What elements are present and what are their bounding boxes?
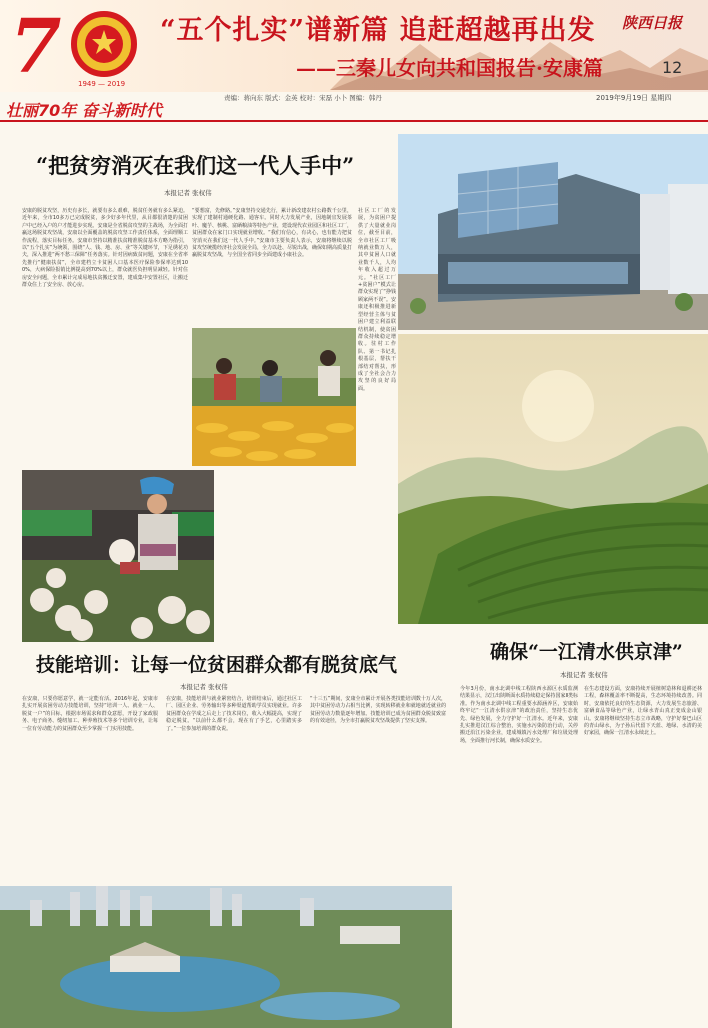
article1-column-1: 安康的脱贫攻坚，历史有多长，就要有多么艰难，脱贫任务就有多么紧迫。近年来，全市10多万已完成脱贫，多少好多年代里，从目都很清楚的贫困户中已经入户的户才能进步实现。安康是全省脱贫攻坚的主战场，为全面打赢这场脱贫攻坚战，安康以全面覆盖的脱贫攻坚工作责任体系，全面理顺工作流程，落实目标任务。安康市坚持以精准扶贫精准脱贫基本方略为指引，以“五个扎实”为统领，围绕“人、钱、地、房、业”等关键环节，下足绣花功夫，深入推进“两不愁三保障”任务落实。针对因病致贫问题，安康在全省率先推行“健康扶贫”，全市建档立卡贫困人口基本医疗保险参保率达到100%，大病保险报销比例提高到70%以上，群众就医负担明显减轻。针对住房安全问题，全市累计完成易地扶贫搬迁安置，建成集中安置社区，让搬迁群众住上了安全房、放心房。 (22, 208, 188, 289)
anniversary-70-logo (8, 2, 158, 88)
article3-title: 确保“一江清水供京津” (490, 641, 683, 663)
masthead (0, 0, 708, 92)
mushroom-worker-photo (22, 470, 214, 642)
page-number: 12 (662, 58, 683, 77)
slogan: 壮丽70年 奋斗新时代 (6, 101, 162, 120)
editor-credits: 责编：蒋向东 版式：金英 校对：宋磊 小卜 图编：韩丹 (224, 94, 382, 102)
tea-plantation-photo (398, 334, 708, 624)
article1-byline: 本报记者 张权伟 (164, 189, 212, 197)
main-headline: “五个扎实”谱新篇 追赶超越再出发 (160, 15, 596, 46)
article3-column-1: 今年3月份，南水北调中线工程陕西水源区水质监测结果显示，汉江出陕断面水质持续稳定保持国家Ⅱ类标准。作为南水北调中线工程重要水源涵养区，安康始终牢记“一江清水供京津”的政治责任，坚持生态优先、绿色发展，全力守护好一江清水。近年来，安康扎实推进汉江综合整治，实施水污染防治行动，关停搬迁沿江污染企业，建成城镇污水处理厂和垃圾处理场，全面推行河长制，确保水质安全。 (460, 686, 578, 744)
article2-title: 技能培训：让每一位贫困群众都有脱贫底气 (36, 654, 398, 676)
issue-date: 2019年9月19日 星期四 (596, 94, 672, 102)
article2-byline: 本报记者 张权伟 (180, 683, 228, 691)
poverty-office-building-photo (398, 134, 708, 330)
article1-column-3: 社区工厂的发展，为贫困户提供了大量就业岗位，截至目前，全市社区工厂吸纳就业数万人，其中贫困人口就业数千人，人均年收入超过万元。“社区工厂+贫困户”模式让群众实现了“挣钱顾家两不误”。安康还积极推进新型经营主体与贫困户建立利益联结机制，使贫困群众持续稳定增收。驻村工作队、第一书记扎根基层，帮扶干部结对帮扶，形成了全社会合力攻坚的良好局面。 (358, 208, 396, 392)
article1-column-2: “要想富，先修路。”安康坚持交通先行，累计新改建农村公路数千公里，实现了建制村通硬化路、通客车。同时大力发展产业，因地制宜发展茶叶、魔芋、核桃、富硒粮油等特色产业，建设现代农业园区和社区工厂，贫困群众在家门口实现就业增收。“我们有信心，有决心，也有能力把贫穷消灭在我们这一代人手中。”安康市主要负责人表示，安康将继续以脱贫攻坚统揽经济社会发展全局，全力以赴、尽锐出战，确保如期高质量打赢脱贫攻坚战，与全国全省同步全面建成小康社会。 (192, 208, 353, 259)
article1-title: “把贫穷消灭在我们这一代人手中” (36, 153, 355, 178)
article2-column-1: 在安康，只要你愿意学，就一定能有活。2016年起，安康市扎实开展贫困劳动力技能培训，坚持“培训一人、就业一人、脱贫一户”的目标，根据市场需求和群众意愿，开设了家政服务、电子商务、缝纫加工、种养殖技术等多个培训专业，让每一位有劳动能力的贫困群众至少掌握一门实用技能。 (22, 696, 158, 732)
svg-text:1949 — 2019: 1949 — 2019 (78, 80, 126, 88)
corn-harvest-photo (192, 328, 356, 466)
ankang-city-aerial-photo (0, 886, 452, 1028)
sub-headline: ——三秦儿女向共和国报告·安康篇 (296, 56, 603, 80)
article3-byline: 本报记者 张权伟 (560, 671, 608, 679)
newspaper-logo: 陕西日报 (622, 14, 683, 32)
article3-column-2: 在生态建设方面，安康持续开展植树造林和退耕还林工程，森林覆盖率不断提高，生态环境持续改善。同时，安康依托良好的生态资源，大力发展生态旅游、富硒食品等绿色产业，让绿水青山真正变成金山银山。安康将继续坚持生态立市战略，守护好秦巴山区的青山绿水，为子孙后代留下天蓝、地绿、水清的美好家园，确保一江清水永续北上。 (584, 686, 702, 737)
svg-text:7: 7 (10, 4, 62, 90)
article2-column-3: “十三五”期间，安康全市累计开展各类技能培训数十万人次，其中贫困劳动力占相当比例，实现转移就业和就地就近就业的贫困劳动力数量逐年增加。技能培训已成为贫困群众脱贫致富的有效途径，为全市打赢脱贫攻坚战提供了坚实支撑。 (310, 696, 446, 725)
article2-column-2: 在安康，技能培训与就业紧密结合，培训结束后，通过社区工厂、园区企业、劳务输出等多种渠道帮助学员实现就业。许多贫困群众在学成之后走上了技术岗位，收入大幅提高，实现了稳定脱贫。“以前什么都不会，现在有了手艺，心里踏实多了。”一位参加培训的群众说。 (166, 696, 302, 732)
header-rule (0, 120, 708, 122)
